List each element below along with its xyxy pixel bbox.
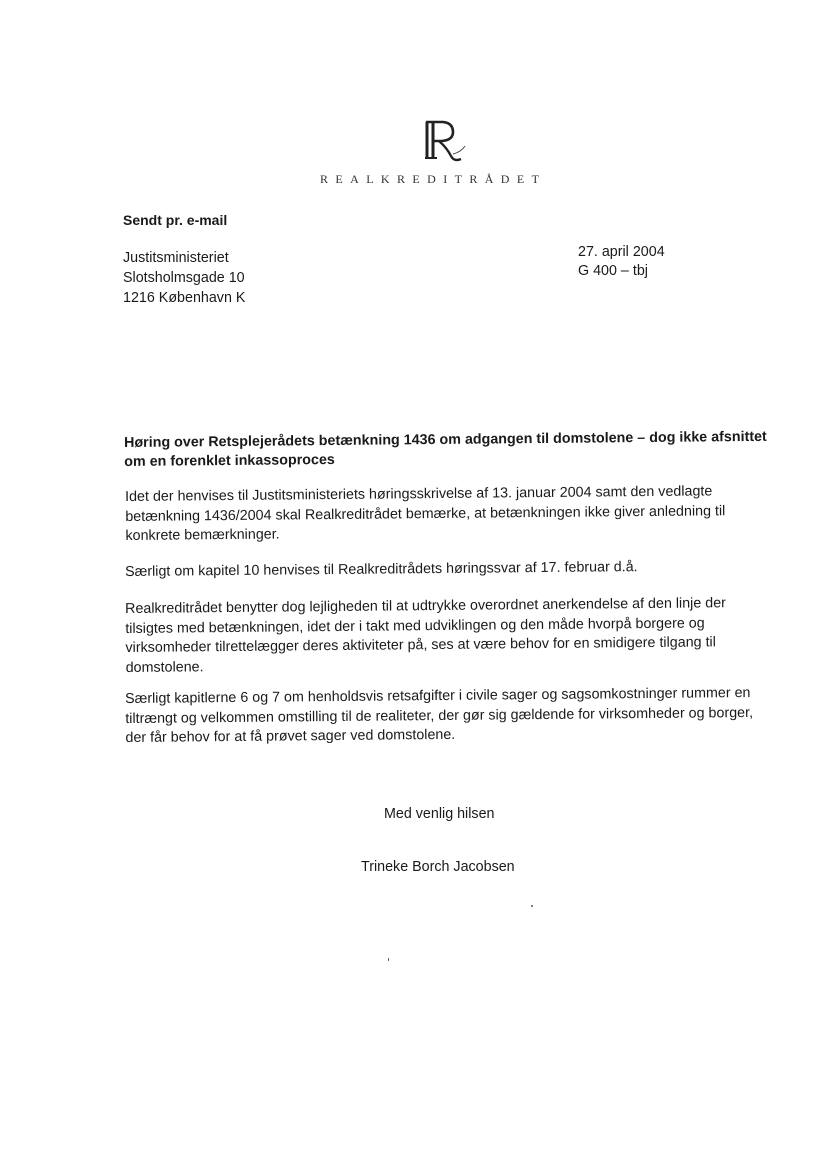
recipient-street: Slotsholmsgade 10 — [123, 270, 245, 286]
sent-via-label: Sendt pr. e-mail — [123, 212, 228, 228]
recipient-name: Justitsministeriet — [123, 250, 229, 266]
body-paragraph: Idet der henvises til Justitsministeriets høringsskrivelse af 13. januar 2004 samt den vedlagte betænkning 1436/2004 skal Realkreditrådet bemærke, at betænkningen ikke giver anledning til konkrete bemærkninger. — [125, 483, 726, 544]
company-wordmark: REALKREDITRÅDET — [320, 172, 547, 186]
body-paragraph: Særligt om kapitel 10 henvises til Realkreditrådets høringssvar af 17. februar d.å. — [125, 559, 638, 580]
letter-subject: Høring over Retsplejerådets betænkning 1436 om adgangen til domstolene – dog ikke afsnittet om en forenklet inkassoproces — [124, 428, 767, 470]
closing-salutation: Med venlig hilsen — [384, 806, 495, 822]
recipient-address — [123, 248, 245, 308]
body-paragraph: Realkreditrådet benytter dog lejligheden til at udtrykke overordnet anerkendelse af den linje der tilsigtes med betænkningen, idet der i takt med udviklingen og den måde hvorpå borgere og virksomheder tilrettelægger deres aktiviteter på, ses at være behov for en smidigere tilgang til domstolene. — [125, 595, 726, 676]
scan-speck — [388, 958, 389, 961]
recipient-city: 1216 København K — [123, 290, 246, 306]
scan-speck — [531, 905, 533, 907]
letter-meta — [578, 243, 665, 281]
rr-monogram-logo-icon — [423, 118, 467, 166]
body-paragraph: Særligt kapitlerne 6 og 7 om henholdsvis retsafgifter i civile sager og sagsomkostninger rummer en tiltrængt og velkommen omstilling til de realiteter, der gør sig gældende for virksomheder og borger, der får behov for at få prøvet sager ved domstolene. — [125, 684, 754, 746]
letter-date: 27. april 2004 — [578, 244, 665, 260]
signer-name: Trineke Borch Jacobsen — [361, 859, 515, 875]
letter-reference: G 400 – tbj — [578, 263, 648, 279]
